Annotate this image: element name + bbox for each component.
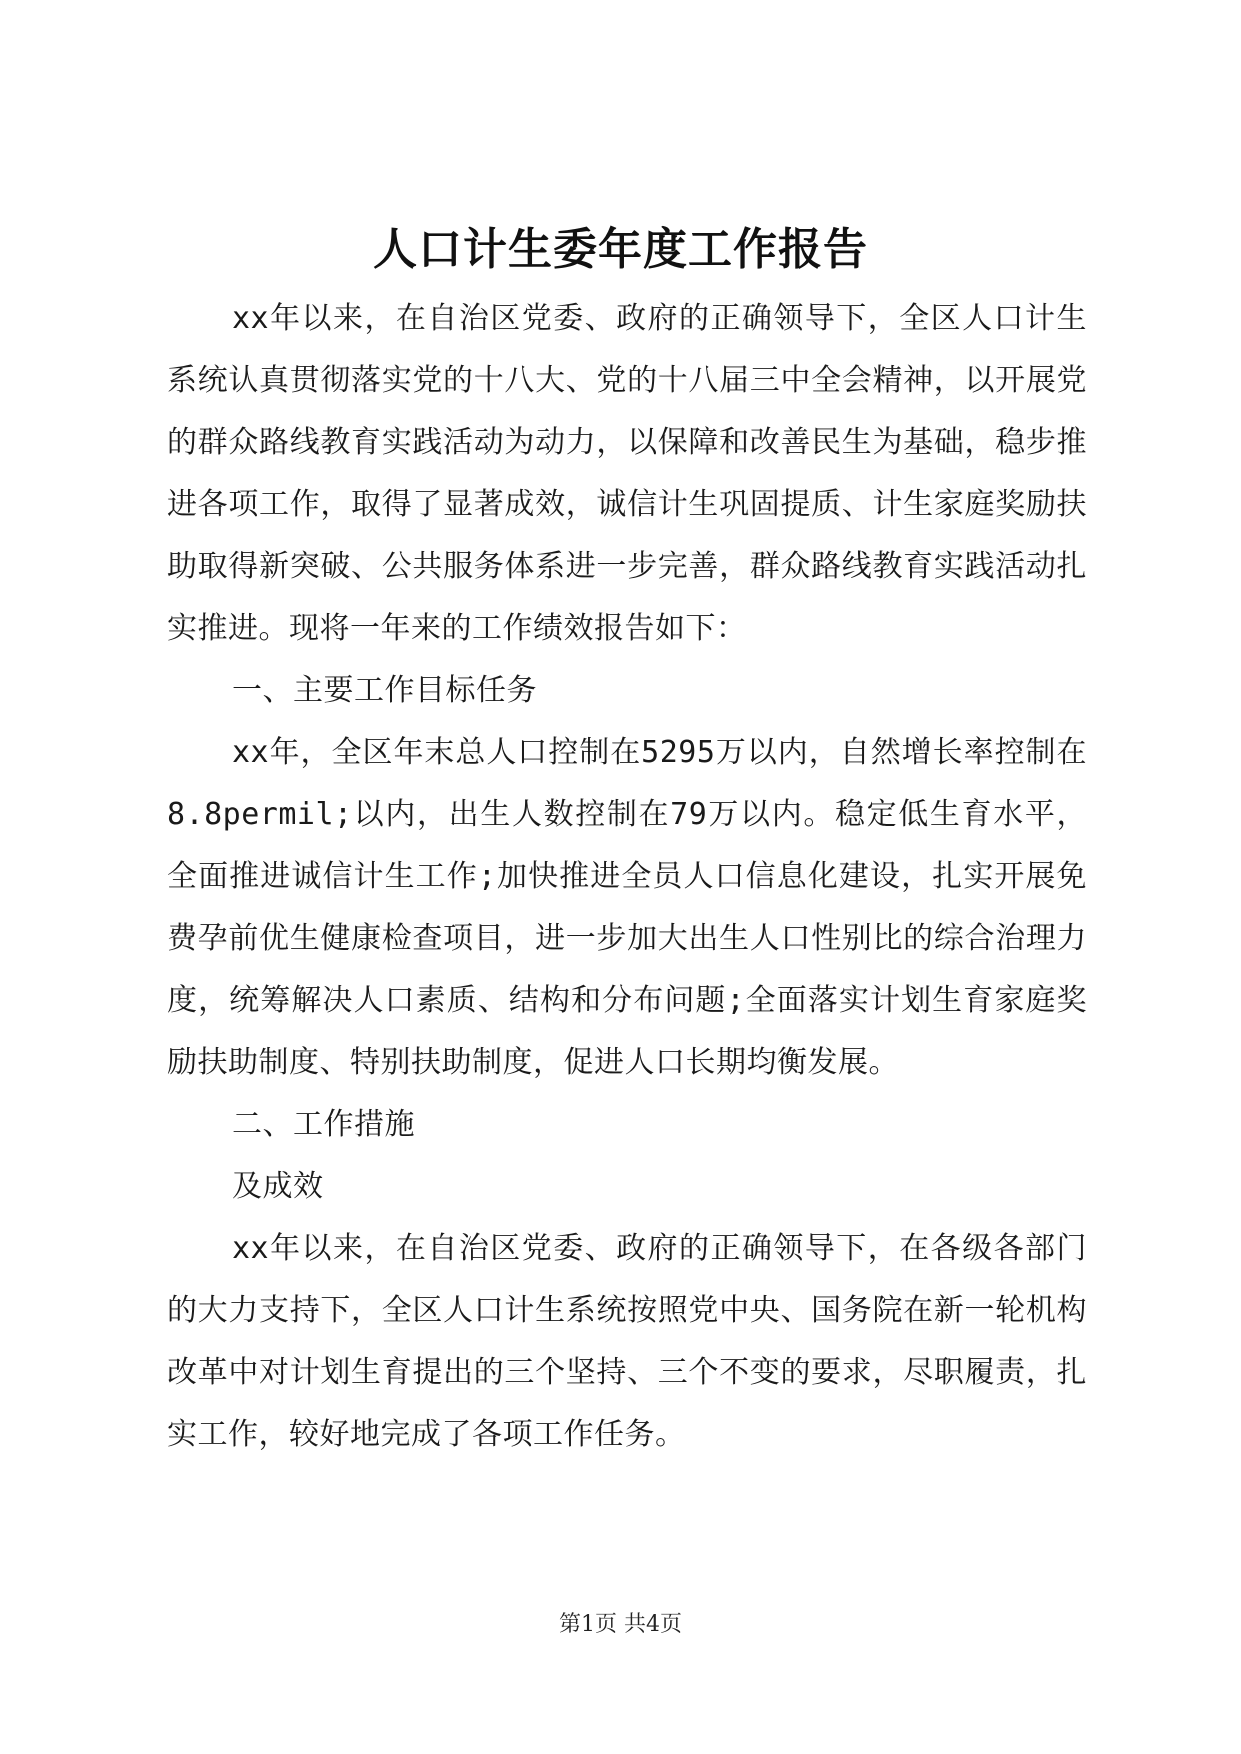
section-heading-1: 一、主要工作目标任务 [232, 673, 537, 708]
section-heading-2-continued: 及成效 [232, 1169, 324, 1204]
measures-paragraph: xx年以来，在自治区党委、政府的正确领导下，在各级各部门的大力支持下，全区人口计生系统按照党中央、国务院在新一轮机构改革中对计划生育提出的三个坚持、三个不变的要求，尽职履责，扎实工作，较好地完成了各项工作任务。 [167, 1231, 1087, 1452]
document-body [167, 288, 1087, 1466]
document-title: 人口计生委年度工作报告 [373, 224, 868, 275]
page-number: 第1页 共4页 [559, 1612, 682, 1637]
targets-paragraph: xx年，全区年末总人口控制在5295万以内，自然增长率控制在8.8permil;以内，出生人数控制在79万以内。稳定低生育水平，全面推进诚信计生工作;加快推进全员人口信息化建设，扎实开展免费孕前优生健康检查项目，进一步加大出生人口性别比的综合治理力度，统筹解决人口素质、结构和分布问题;全面落实计划生育家庭奖励扶助制度、特别扶助制度，促进人口长期均衡发展。 [167, 735, 1087, 1080]
section-heading-2: 二、工作措施 [232, 1107, 415, 1142]
intro-paragraph: xx年以来，在自治区党委、政府的正确领导下，全区人口计生系统认真贯彻落实党的十八大、党的十八届三中全会精神，以开展党的群众路线教育实践活动为动力，以保障和改善民生为基础，稳步推进各项工作，取得了显著成效，诚信计生巩固提质、计生家庭奖励扶助取得新突破、公共服务体系进一步完善，群众路线教育实践活动扎实推进。现将一年来的工作绩效报告如下： [167, 301, 1087, 646]
